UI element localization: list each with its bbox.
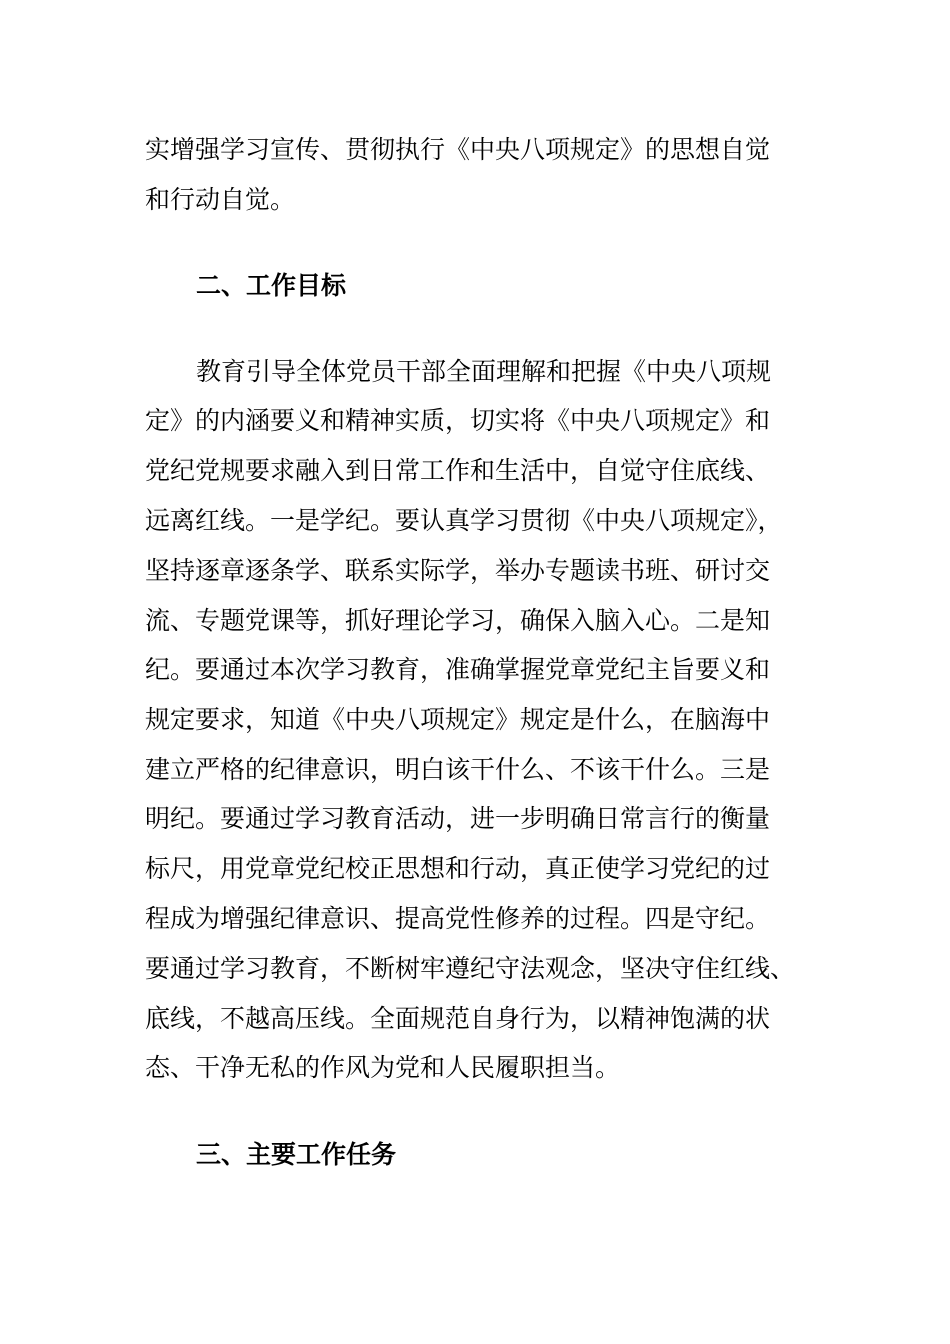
section-2-line-11: 标尺，用党章党纪校正思想和行动，真正使学习党纪的过 [145, 854, 771, 883]
section-2-line-9: 建立严格的纪律意识，明白该干什么、不该干什么。三是 [145, 755, 771, 784]
section-2-line-13: 要通过学习教育，不断树牢遵纪守法观念，坚决守住红线、 [145, 954, 796, 983]
section-2-line-8: 规定要求，知道《中央八项规定》规定是什么，在脑海中 [145, 705, 771, 734]
intro-line-1: 实增强学习宣传、贯彻执行《中央八项规定》的思想自觉 [145, 135, 771, 164]
section-2-line-2: 定》的内涵要义和精神实质，切实将《中央八项规定》和 [145, 406, 771, 435]
section-2-line-10: 明纪。要通过学习教育活动，进一步明确日常言行的衡量 [145, 804, 771, 833]
section-2-line-12: 程成为增强纪律意识、提高党性修养的过程。四是守纪。 [145, 904, 771, 933]
section-2-line-5: 坚持逐章逐条学、联系实际学，举办专题读书班、研讨交 [145, 556, 771, 585]
section-2-line-1: 教育引导全体党员干部全面理解和把握《中央八项规 [196, 357, 772, 386]
intro-line-2: 和行动自觉。 [145, 185, 296, 214]
section-2-line-3: 党纪党规要求融入到日常工作和生活中，自觉守住底线、 [145, 456, 771, 485]
section-2-line-14: 底线，不越高压线。全面规范自身行为，以精神饱满的状 [145, 1004, 771, 1033]
section-2-line-6: 流、专题党课等，抓好理论学习，确保入脑入心。二是知 [145, 606, 771, 635]
section-3-heading: 三、主要工作任务 [196, 1140, 397, 1169]
section-2-line-4: 远离红线。一是学纪。要认真学习贯彻《中央八项规定》， [145, 506, 783, 535]
section-2-line-7: 纪。要通过本次学习教育，准确掌握党章党纪主旨要义和 [145, 655, 771, 684]
section-2-line-15: 态、干净无私的作风为党和人民履职担当。 [145, 1053, 621, 1082]
section-2-heading: 二、工作目标 [196, 271, 347, 300]
